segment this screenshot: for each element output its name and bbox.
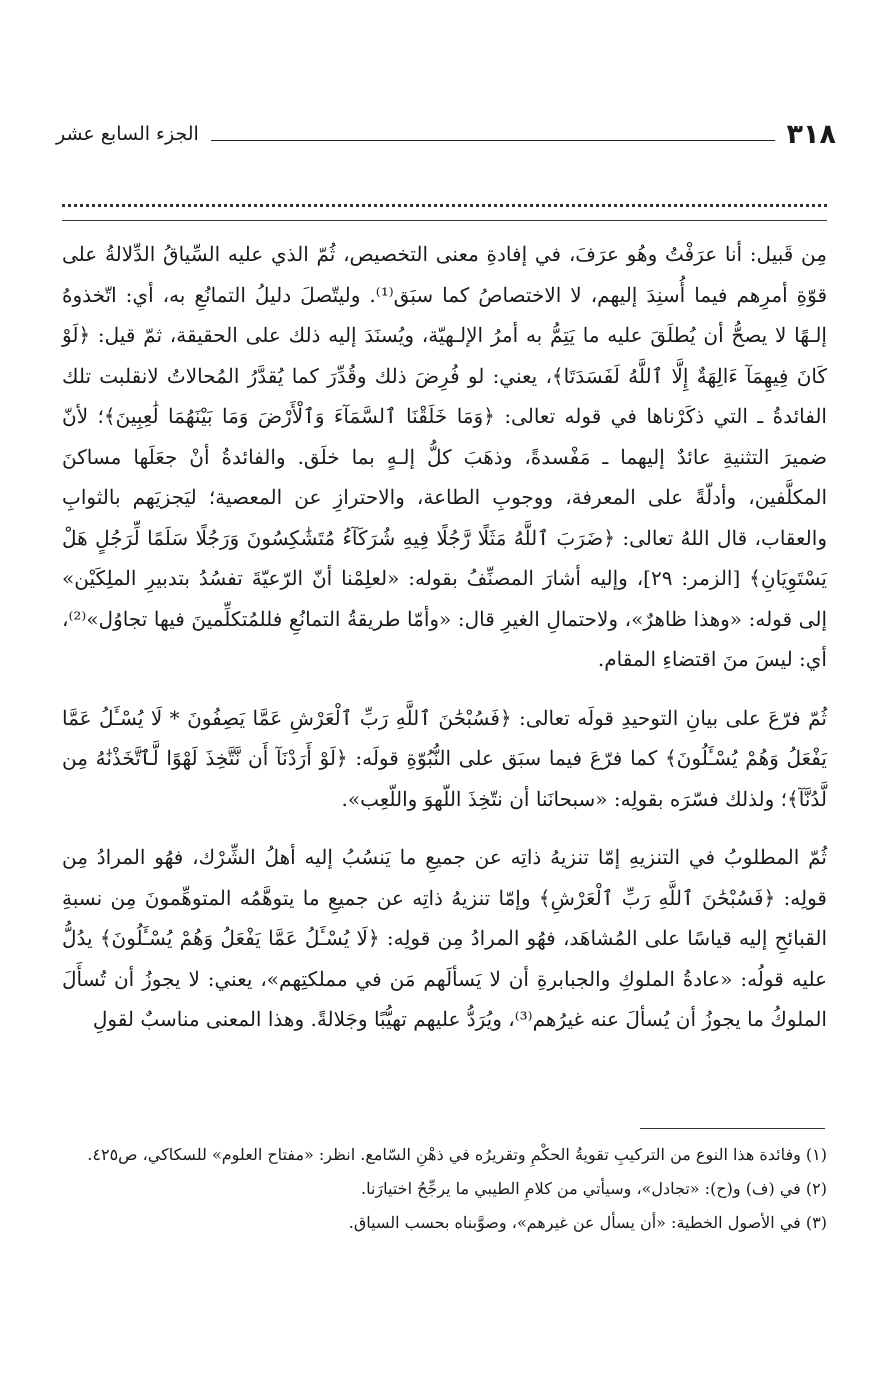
header-rule — [211, 140, 775, 141]
dotted-separator — [62, 204, 827, 207]
page-number: ٣١٨ — [786, 118, 836, 150]
paragraph-2: ثُمّ فرّعَ على بيانِ التوحيدِ قولَه تعالى: ﴿فَسُبْحَٰنَ ٱللَّهِ رَبِّ ٱلْعَرْشِ عَمَّا يَصِفُونَ * لَا يُسْـَٔلُ عَمَّا يَفْعَلُ وَهُمْ يُسْـَٔلُونَ﴾ كما فرّعَ فيما سبَق على النُّبُوّةِ قولَه: ﴿لَوْ أَرَدْنَآ أَن نَّتَّخِذَ لَهْوًا لَّٱتَّخَذْنَٰهُ مِن لَّدُنَّآ﴾؛ ولذلك فسّرَه بقولِه: «سبحانَنا أن نتّخِذَ اللّهوَ واللّعِب». — [62, 705, 827, 811]
solid-separator — [62, 220, 827, 221]
paragraph-3: ثُمّ المطلوبُ في التنزيهِ إمّا تنزيهُ ذاتِه عن جميعِ ما يَنسُبُ إليه أهلُ الشِّرْك، فهُو المرادُ مِن قولِه: ﴿فَسُبْحَٰنَ ٱللَّهِ رَبِّ ٱلْعَرْشِ﴾ وإمّا تنزيهُ ذاتِه عن جميعِ ما يتوهَّمُه المتوهِّمونَ مِن نسبةِ القبائحِ إليه قياسًا على المُشاهَد، فهُو المرادُ مِن قولِه: ﴿لَا يُسْـَٔلُ عَمَّا يَفْعَلُ وَهُمْ يُسْـَٔلُونَ﴾ يدُلُّ عليه قولُه: «عادةُ الملوكِ والجبابرةِ أن لا يَسألَهم مَن في مملكتِهم»، يعني: لا يجوزُ أن تُسأَلَ الملوكُ ما يجوزُ أن يُسألَ عنه غيرُهم⁽³⁾، ويُرَدُّ عليهم تهيُّبًا وجَلالةً. وهذا المعنى مناسبٌ لقولِ — [62, 845, 827, 1031]
footnote-1: (١) وفائدة هذا النوع من التركيبِ تقويةُ الحكْمِ وتقريرُه في ذهْنِ السّامع. انظر: «مفتاح العلوم» للسكاكي، ص٤٢٥. — [87, 1145, 827, 1164]
main-text — [62, 234, 827, 1040]
paragraph-1: مِن قَبيل: أنا عرَفْتُ وهُو عرَفَ، في إفادةِ معنى التخصيص، ثُمّ الذي عليه السِّياقُ الدِّلالةُ على قوّةِ أمرِهم فيما أُسنِدَ إليهم، لا الاختصاصُ كما سبَق⁽¹⁾. وليتّصلَ دليلُ التمانُعِ به، أي: اتّخذوهُ إلـهًا لا يصحُّ أن يُطلَقَ عليه ما يَتِمُّ به أمرُ الإلـهيّة، ويُسنَدَ إليه ذلك على الحقيقة، ثمّ قيل: ﴿لَوْ كَانَ فِيهِمَآ ءَالِهَةٌ إِلَّا ٱللَّهُ لَفَسَدَتَا﴾، يعني: لو فُرِضَ ذلك وقُدِّرَ كما يُقدَّرُ المُحالاتُ لانقلبت تلك الفائدةُ ـ التي ذكَرْناها في قوله تعالى: ﴿وَمَا خَلَقْنَا ٱلسَّمَآءَ وَٱلْأَرْضَ وَمَا بَيْنَهُمَا لَٰعِبِينَ﴾؛ لأنّ ضميرَ التثنيةِ عائدٌ إليهما ـ مَفْسدةً، وذهَبَ كلُّ إلـهٍ بما خلَق. والفائدةُ أنْ جعَلَها مساكنَ المكلَّفين، وأدلّةً على المعرفة، ووجوبِ الطاعة، والاحترازِ عن المعصية؛ ليَجزيَهم بالثوابِ والعقاب، قال اللهُ تعالى: ﴿ضَرَبَ ٱللَّهُ مَثَلًا رَّجُلًا فِيهِ شُرَكَآءُ مُتَشَٰكِسُونَ وَرَجُلًا سَلَمًا لِّرَجُلٍ هَلْ يَسْتَوِيَانِ﴾ [الزمر: ٢٩]، وإليه أشارَ المصنِّفُ بقوله: «لعلِمْنا أنّ الرّعيّةَ تفسُدُ بتدبيرِ الملِكَيْن» إلى قوله: «وهذا ظاهرٌ»، ولاحتمالِ الغيرِ قال: «وأمّا طريقةُ التمانُعِ فللمُتكلِّمينَ فيها تجاوُل»⁽²⁾، أي: ليسَ منَ اقتضاءِ المقام. — [62, 242, 828, 671]
part-title: الجزء السابع عشر — [56, 123, 199, 145]
footnote-2: (٢) في (ف) و(ح): «تجادل»، وسيأتي من كلامِ الطيبي ما يرجِّحُ اختيارَنا. — [361, 1179, 827, 1198]
page-header — [56, 118, 836, 150]
footnote-separator — [640, 1128, 825, 1129]
footnotes — [62, 1138, 827, 1240]
footnote-3: (٣) في الأصول الخطية: «أن يسأل عن غيرهم»، وصوَّبناه بحسب السياق. — [348, 1213, 827, 1232]
